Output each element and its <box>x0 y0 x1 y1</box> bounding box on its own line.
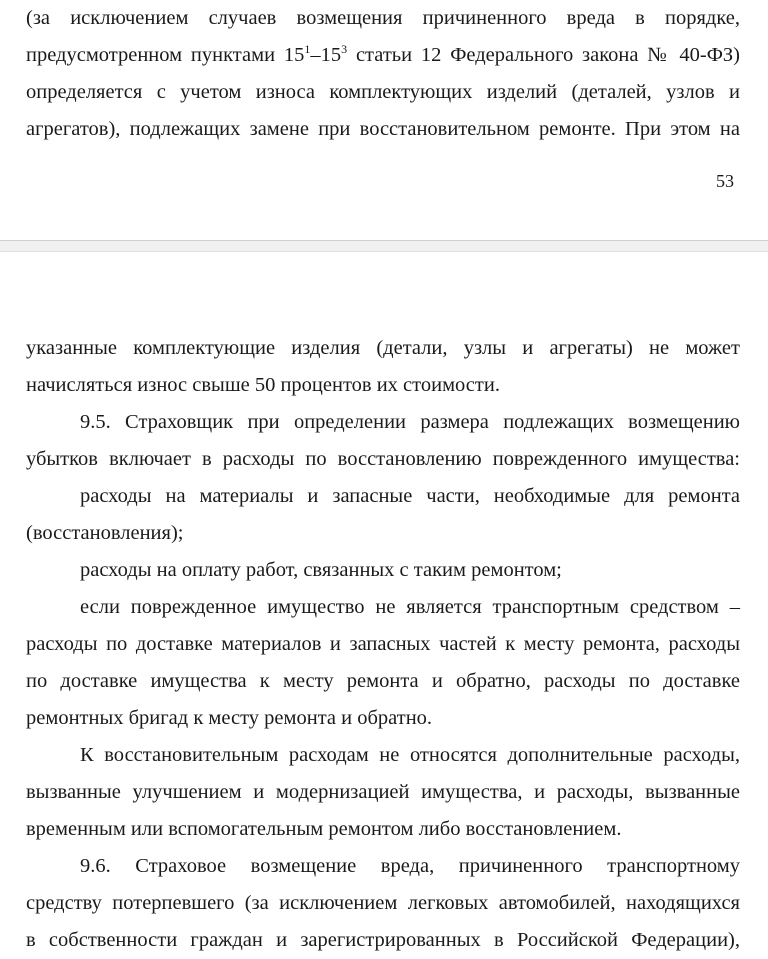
superscript: 3 <box>341 42 348 56</box>
paragraph-9-6-start: 9.6. Страховое возмещение вреда, причиненного транспортному <box>80 855 740 877</box>
list-item: расходы на оплату работ, связанных с таким ремонтом; <box>80 559 562 581</box>
text-fragment: статьи 12 Федерального закона № 40-ФЗ) <box>347 44 740 66</box>
list-item-start: если поврежденное имущество не является транспортным средством – <box>80 596 740 618</box>
paragraph-start: К восстановительным расходам не относятся дополнительные расходы, <box>80 744 740 766</box>
text-line: указанные комплектующие изделия (детали, узлы и агрегаты) не может <box>26 337 740 359</box>
text-line: ремонтных бригад к месту ремонта и обратно. <box>26 707 433 729</box>
text-line: (восстановления); <box>26 522 184 544</box>
text-line: агрегатов), подлежащих замене при восстановительном ремонте. При этом на <box>26 118 740 140</box>
text-line-with-superscripts <box>26 37 740 74</box>
text-line: начисляться износ свыше 50 процентов их стоимости. <box>26 374 500 396</box>
superscript: 1 <box>304 42 311 56</box>
text-line: убытков включает в расходы по восстановлению поврежденного имущества: <box>26 448 740 470</box>
text-line: по доставке имущества к месту ремонта и обратно, расходы по доставке <box>26 670 740 692</box>
text-line: средству потерпевшего (за исключением легковых автомобилей, находящихся <box>26 892 740 914</box>
paragraph-9-5-start: 9.5. Страховщик при определении размера подлежащих возмещению <box>80 411 740 433</box>
text-line: расходы по доставке материалов и запасных частей к месту ремонта, расходы <box>26 633 740 655</box>
text-line: вызванные улучшением и модернизацией имущества, и расходы, вызванные <box>26 781 740 803</box>
page-54-top-section <box>0 252 768 952</box>
text-line: в собственности граждан и зарегистрированных в Российской Федерации), <box>26 929 740 951</box>
page-separator <box>0 240 768 252</box>
page-number: 53 <box>716 171 734 191</box>
text-line: (за исключением случаев возмещения причиненного вреда в порядке, <box>26 7 740 29</box>
text-line: определяется с учетом износа комплектующих изделий (деталей, узлов и <box>26 81 740 103</box>
page-53-bottom-section <box>0 0 768 240</box>
text-fragment: –15 <box>310 44 342 66</box>
text-fragment: предусмотренном пунктами 15 <box>26 44 305 66</box>
text-line: временным или вспомогательным ремонтом либо восстановлением. <box>26 818 622 840</box>
list-item-start: расходы на материалы и запасные части, необходимые для ремонта <box>80 485 740 507</box>
